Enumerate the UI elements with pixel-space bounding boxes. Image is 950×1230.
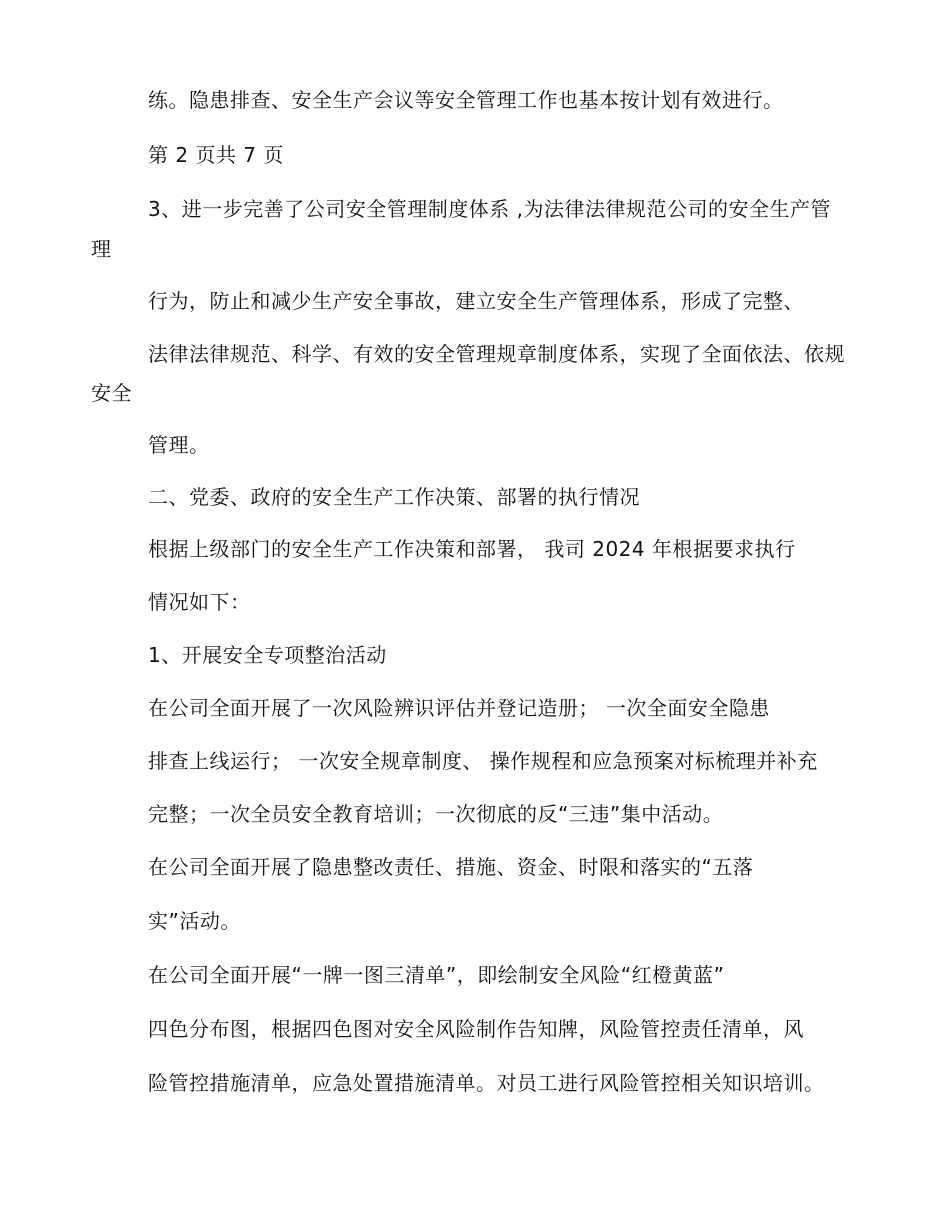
paragraph-line: 在公司全面开展了一次风险辨识评估并登记造册； 一次全面安全隐患	[148, 696, 770, 720]
paragraph-line: 管理。	[148, 433, 210, 457]
paragraph-line: 在公司全面开展“一牌一图三清单”，即绘制安全风险“红橙黄蓝”	[148, 963, 725, 987]
paragraph-line: 险管控措施清单，应急处置措施清单。对员工进行风险管控相关知识培训。	[148, 1071, 825, 1095]
paragraph-line: 排查上线运行； 一次安全规章制度、 操作规程和应急预案对标梳理并补充	[148, 749, 818, 773]
paragraph-line: 3、进一步完善了公司安全管理制度体系 ,为法律法律规范公司的安全生产管	[148, 197, 831, 221]
paragraph-line: 法律法律规范、科学、有效的安全管理规章制度体系，实现了全面依法、依规	[148, 342, 845, 366]
paragraph-line: 根据上级部门的安全生产工作决策和部署， 我司 2024 年根据要求执行	[148, 537, 796, 561]
paragraph-line-wrap: 理	[91, 237, 112, 261]
paragraph-line: 练。隐患排查、安全生产会议等安全管理工作也基本按计划有效进行。	[148, 88, 784, 112]
paragraph-line: 实”活动。	[148, 909, 241, 933]
paragraph-line: 情况如下：	[148, 590, 251, 614]
section-heading: 二、党委、政府的安全生产工作决策、部署的执行情况	[148, 485, 640, 509]
paragraph-line: 完整；一次全员安全教育培训；一次彻底的反“三违”集中活动。	[148, 802, 724, 826]
paragraph-line: 行为，防止和减少生产安全事故，建立安全生产管理体系，形成了完整、	[148, 289, 804, 313]
paragraph-line: 在公司全面开展了隐患整改责任、措施、资金、时限和落实的“五落	[148, 855, 754, 879]
paragraph-line-wrap: 安全	[91, 381, 132, 405]
page-number-text: 第 2 页共 7 页	[148, 143, 284, 167]
paragraph-line: 四色分布图，根据四色图对安全风险制作告知牌，风险管控责任清单，风	[148, 1017, 804, 1041]
subsection-heading: 1、开展安全专项整治活动	[148, 643, 387, 667]
